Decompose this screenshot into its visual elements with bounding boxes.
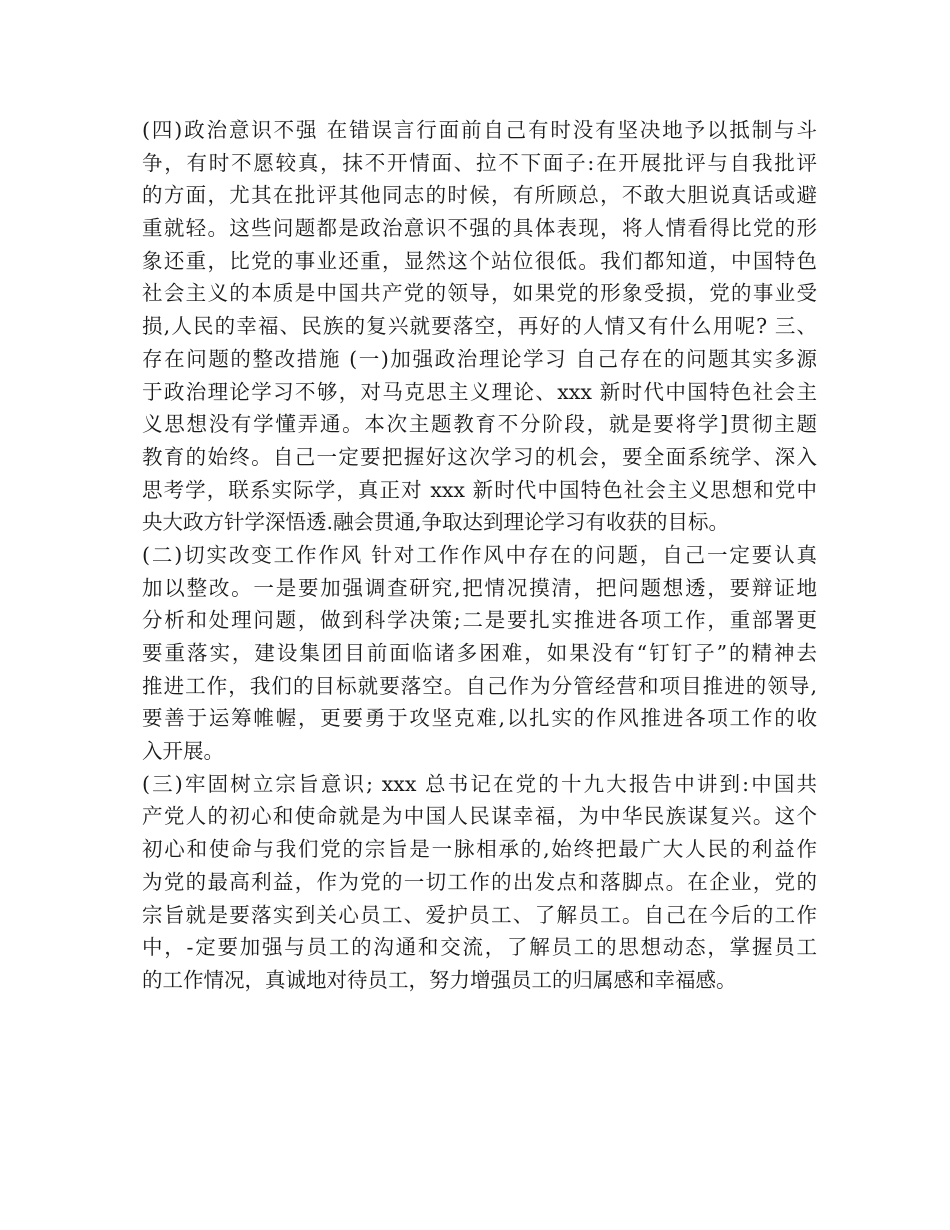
text-line: 产党人的初心和使命就是为中国人民谋幸福，为中华民族谋复兴。这个 [142, 804, 817, 829]
document-body [142, 114, 817, 997]
text-line: 为党的最高利益，作为党的一切工作的出发点和落脚点。在企业，党的 [142, 869, 817, 894]
text-line: 于政治理论学习不够，对马克思主义理论、xxx 新时代中国特色社会主 [142, 379, 817, 404]
text-line: 存在问题的整改措施 (一)加强政治理论学习 自己存在的问题其实多源 [142, 346, 817, 371]
text-line: 损,人民的幸福、民族的复兴就要落空，再好的人情又有什么用呢? 三、 [142, 314, 817, 339]
text-line: 要重落实，建设集团目前面临诸多困难，如果没有“钉钉子”的精神去 [142, 641, 817, 665]
text-line: 教育的始终。自己一定要把握好这次学习的机会，要全面系统学、深入 [142, 444, 817, 469]
text-line: 宗旨就是要落实到关心员工、爱护员工、了解员工。自己在今后的工作 [142, 902, 817, 927]
text-line: 重就轻。这些问题都是政治意识不强的具体表现，将人情看得比党的形 [142, 216, 817, 241]
text-line: 的工作情况，真诚地对待员工，努力增强员工的归属感和幸福感。 [142, 967, 737, 992]
text-line: 义思想没有学懂弄通。本次主题教育不分阶段，就是要将学]贯彻主题 [142, 412, 817, 437]
text-line: 思考学，联系实际学，真正对 xxx 新时代中国特色社会主义思想和党中 [142, 477, 817, 502]
text-line: (四)政治意识不强 在错误言行面前自己有时没有坚决地予以抵制与斗 [142, 118, 817, 142]
text-line: 央大政方针学深悟透.融会贯通,争取达到理论学习有收获的目标。 [142, 510, 730, 535]
text-line: 争，有时不愿较真，抹不开情面、拉不下面子:在开展批评与自我批评 [142, 150, 817, 175]
text-line: 加以整改。一是要加强调查研究,把情况摸清，把问题想透，要辩证地 [142, 575, 817, 600]
text-line: 要善于运筹帷幄，更要勇于攻坚克难,以扎实的作风推进各项工作的收 [142, 706, 817, 731]
text-line: 社会主义的本质是中国共产党的领导，如果党的形象受损，党的事业受 [142, 281, 817, 306]
text-line: 分析和处理问题，做到科学决策;二是要扎实推进各项工作，重部署更 [142, 608, 817, 633]
text-line: 象还重，比党的事业还重，显然这个站位很低。我们都知道，中国特色 [142, 248, 817, 273]
text-line: 中，-定要加强与员工的沟通和交流，了解员工的思想动态，掌握员工 [142, 935, 817, 960]
text-line: 初心和使命与我们党的宗旨是一脉相承的,始终把最广大人民的利益作 [142, 837, 817, 862]
text-line: 的方面，尤其在批评其他同志的时候，有所顾总，不敢大胆说真话或避 [142, 183, 817, 208]
text-line: (二)切实改变工作作风 针对工作作风中存在的问题，自己一定要认真 [142, 542, 817, 567]
text-line: 推进工作，我们的目标就要落空。自己作为分管经营和项目推进的领导, [142, 673, 817, 698]
text-line: (三)牢固树立宗旨意识; xxx 总书记在党的十九大报告中讲到:中国共 [142, 771, 817, 796]
text-line: 入开展。 [142, 739, 224, 764]
